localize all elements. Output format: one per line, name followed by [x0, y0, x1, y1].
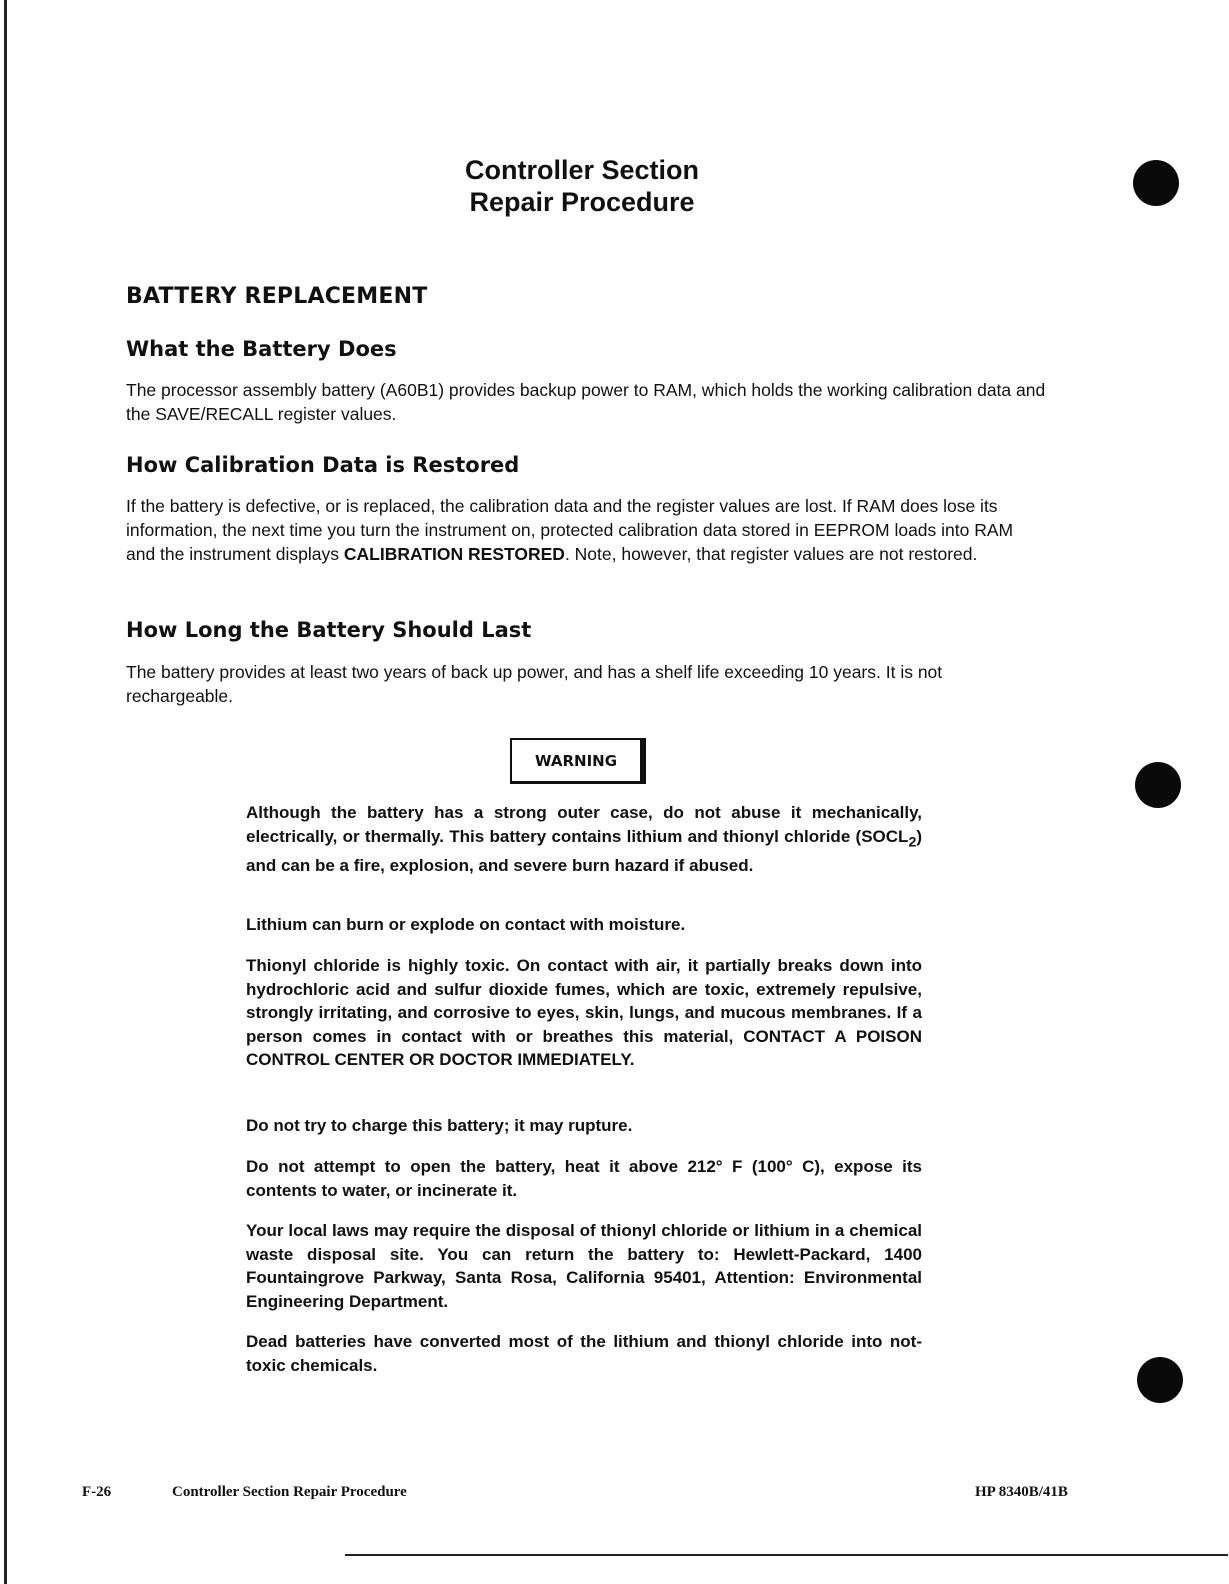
warning-paragraph: Dead batteries have converted most of the lithium and thionyl chloride into not-toxic chemicals. — [246, 1332, 922, 1375]
warning-paragraph: Thionyl chloride is highly toxic. On contact with air, it partially breaks down into hydrochloric acid and sulfur dioxide fumes, which are toxic, extremely repulsive, strongly irritating, and corrosive to eyes, skin, lungs, and mucous membranes. If a person comes in contact with or breathes this material, CONTACT A POISON CONTROL CENTER OR DOCTOR IMMEDIATELY. — [246, 956, 922, 1069]
footer-page-number: F-26 — [82, 1484, 112, 1500]
restore-message: CALIBRATION RESTORED — [343, 544, 565, 564]
subheading-restore: How Calibration Data is Restored — [126, 453, 520, 477]
warning-label: WARNING — [534, 751, 618, 770]
section-heading: BATTERY REPLACEMENT — [126, 284, 428, 309]
warning-paragraph: Do not attempt to open the battery, heat it above 212° F (100° C), expose its contents to water, or incinerate it. — [246, 1157, 922, 1200]
footer-model: HP 8340B/41B — [975, 1484, 1068, 1500]
page-title-line-1: Controller Section — [464, 155, 700, 185]
warning-paragraph: Lithium can burn or explode on contact with moisture. — [246, 915, 686, 934]
paragraph-restore: If the battery is defective, or is replaced, the calibration data and the register values are lost. If RAM does lose its information, the next time you turn the instrument on, protected calibration data stored in EEPROM loads into RAM and the instrument displays CALIBRATION RESTORED. Note, however, that register values are not restored. — [126, 496, 1014, 564]
warning-paragraph: Do not try to charge this battery; it may rupture. — [246, 1116, 633, 1135]
binding-edge-rule — [4, 0, 7, 1584]
paragraph-life: The battery provides at least two years of back up power, and has a shelf life exceeding 10 years. It is not rechargeable. — [126, 662, 943, 706]
warning-paragraph: Your local laws may require the disposal of thionyl chloride or lithium in a chemical waste disposal site. You can return the battery to: Hewlett-Packard, 1400 Fountaingrove Parkway, Santa Rosa, California 95401, Attention: Environmental Engineering Department. — [246, 1221, 922, 1311]
bottom-rule — [345, 1554, 1228, 1556]
warning-paragraph: Although the battery has a strong outer case, do not abuse it mechanically, electrically, or thermally. This battery contains lithium and thionyl chloride $(SOCL_2)$ and can be a fire, explosion, and severe burn hazard if abused. — [246, 803, 922, 876]
page-title-line-2: Repair Procedure — [469, 187, 695, 217]
punch-hole — [1137, 1357, 1183, 1403]
subheading-what: What the Battery Does — [126, 337, 397, 361]
punch-hole — [1135, 762, 1181, 808]
warning-label-box — [510, 738, 646, 784]
footer-section-title: Controller Section Repair Procedure — [172, 1484, 407, 1500]
paragraph-what: The processor assembly battery (A60B1) provides backup power to RAM, which holds the working calibration data and the SAVE/RECALL register values. — [126, 380, 1046, 424]
subheading-life: How Long the Battery Should Last — [126, 618, 532, 642]
